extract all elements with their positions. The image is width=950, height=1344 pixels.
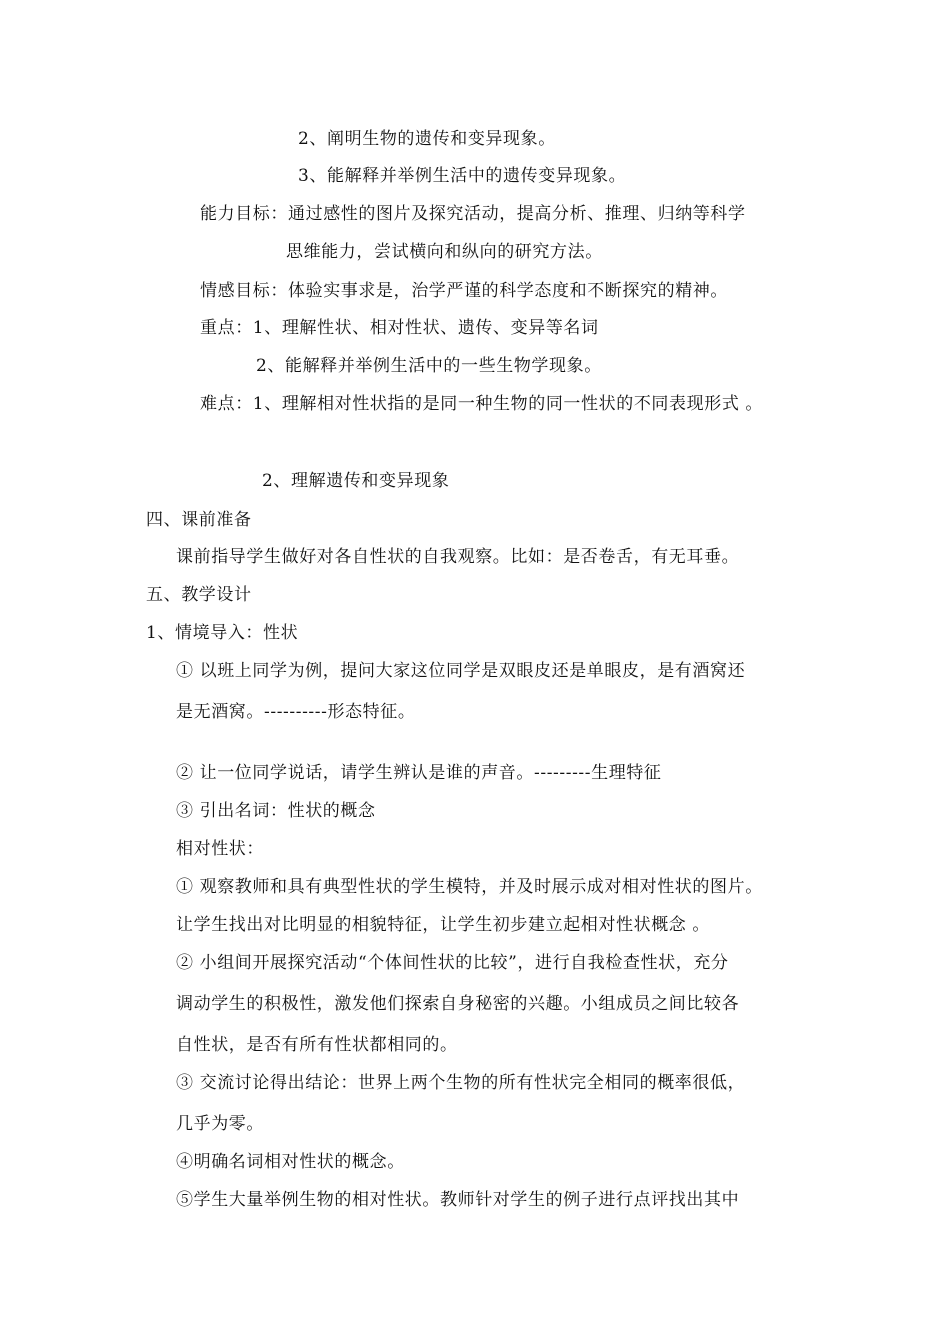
- intro-item-1b: 是无酒窝。----------形态特征。: [176, 702, 416, 722]
- emotion-goal-line: 情感目标：体验实事求是，治学严谨的科学态度和不断探究的精神。: [200, 281, 728, 301]
- ability-goal-line-1: 能力目标：通过感性的图片及探究活动，提高分析、推理、归纳等科学: [200, 204, 746, 224]
- relative-item-2a: ② 小组间开展探究活动“个体间性状的比较”，进行自我检查性状，充分: [176, 953, 729, 973]
- key-point-line-1: 重点：1、理解性状、相对性状、遗传、变异等名词: [200, 318, 599, 338]
- step-heading-intro: 1、情境导入：性状: [146, 623, 299, 643]
- key-point-line-2: 2、能解释并举例生活中的一些生物学现象。: [256, 356, 602, 376]
- section-heading-design: 五、教学设计: [146, 585, 252, 605]
- intro-item-1a: ① 以班上同学为例，提问大家这位同学是双眼皮还是单眼皮，是有酒窝还: [176, 661, 746, 681]
- goal-line-3: 3、能解释并举例生活中的遗传变异现象。: [298, 166, 627, 186]
- preparation-body: 课前指导学生做好对各自性状的自我观察。比如：是否卷舌，有无耳垂。: [176, 547, 740, 567]
- intro-item-3: ③ 引出名词：性状的概念: [176, 801, 376, 821]
- ability-goal-line-2: 思维能力，尝试横向和纵向的研究方法。: [286, 242, 603, 262]
- difficulty-line-2: 2、理解遗传和变异现象: [262, 471, 450, 491]
- relative-item-2c: 自性状，是否有所有性状都相同的。: [176, 1035, 458, 1055]
- relative-trait-heading: 相对性状：: [176, 839, 264, 859]
- relative-item-5: ⑤学生大量举例生物的相对性状。教师针对学生的例子进行点评找出其中: [176, 1190, 740, 1210]
- relative-item-1a: ① 观察教师和具有典型性状的学生模特，并及时展示成对相对性状的图片。: [176, 877, 763, 897]
- intro-item-2: ② 让一位同学说话，请学生辨认是谁的声音。---------生理特征: [176, 763, 662, 783]
- relative-item-3a: ③ 交流讨论得出结论：世界上两个生物的所有性状完全相同的概率很低，: [176, 1073, 746, 1093]
- difficulty-line-1: 难点：1、理解相对性状指的是同一种生物的同一性状的不同表现形式 。: [200, 394, 764, 414]
- relative-item-3b: 几乎为零。: [176, 1114, 264, 1134]
- relative-item-2b: 调动学生的积极性，激发他们探索自身秘密的兴趣。小组成员之间比较各: [176, 994, 740, 1014]
- section-heading-preparation: 四、课前准备: [146, 510, 252, 530]
- relative-item-1b: 让学生找出对比明显的相貌特征，让学生初步建立起相对性状概念 。: [176, 915, 711, 935]
- relative-item-4: ④明确名词相对性状的概念。: [176, 1152, 405, 1172]
- goal-line-2: 2、阐明生物的遗传和变异现象。: [298, 129, 556, 149]
